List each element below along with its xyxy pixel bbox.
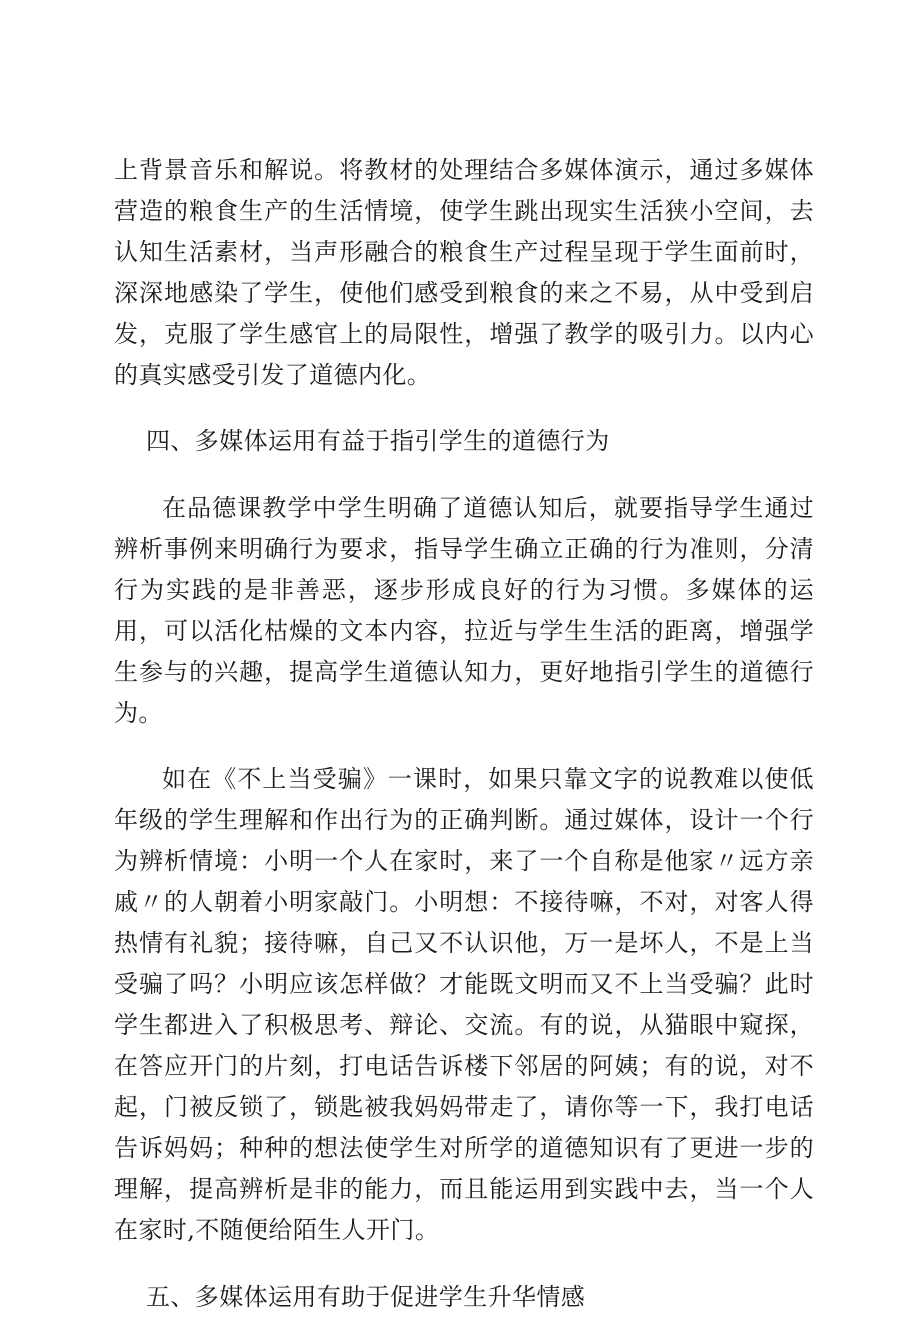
- paragraph-continued: 上背景音乐和解说。将教材的处理结合多媒体演示，通过多媒体营造的粮食生产的生活情境，使学生跳出现实生活狭小空间，去认知生活素材，当声形融合的粮食生产过程呈现于学生面前时，深深地感染了学生，使他们感受到粮食的来之不易，从中受到启发，克服了学生感官上的局限性，增强了教学的吸引力。以内心的真实感受引发了道德内化。: [114, 156, 814, 389]
- paragraph-example-lesson: 如在《不上当受骗》一课时，如果只靠文字的说教难以使低年级的学生理解和作出行为的正确判断。通过媒体，设计一个行为辨析情境：小明一个人在家时，来了一个自称是他家〃远方亲戚〃的人朝着小明家敲门。小明想：不接待嘛，不对，对客人得热情有礼貌；接待嘛，自己又不认识他，万一是坏人，不是上当受骗了吗？小明应该怎样做？才能既文明而又不上当受骗？此时学生都进入了积极思考、辩论、交流。有的说，从猫眼中窥探，在答应开门的片刻，打电话告诉楼下邻居的阿姨；有的说，对不起，门被反锁了，锁匙被我妈妈带走了，请你等一下，我打电话告诉妈妈；种种的想法使学生对所学的道德知识有了更进一步的理解，提高辨析是非的能力，而且能运用到实践中去，当一个人在家时,不随便给陌生人开门。: [114, 765, 814, 1244]
- section-heading-4: 四、多媒体运用有益于指引学生的道德行为: [146, 427, 610, 455]
- document-body: [114, 150, 814, 1318]
- section-heading-5: 五、多媒体运用有助于促进学生升华情感: [146, 1283, 586, 1311]
- paragraph-moral-behavior: 在品德课教学中学生明确了道德认知后，就要指导学生通过辨析事例来明确行为要求，指导学生确立正确的行为准则，分清行为实践的是非善恶，逐步形成良好的行为习惯。多媒体的运用，可以活化枯燥的文本内容，拉近与学生生活的距离，增强学生参与的兴趣，提高学生道德认知力，更好地指引学生的道德行为。: [114, 494, 814, 727]
